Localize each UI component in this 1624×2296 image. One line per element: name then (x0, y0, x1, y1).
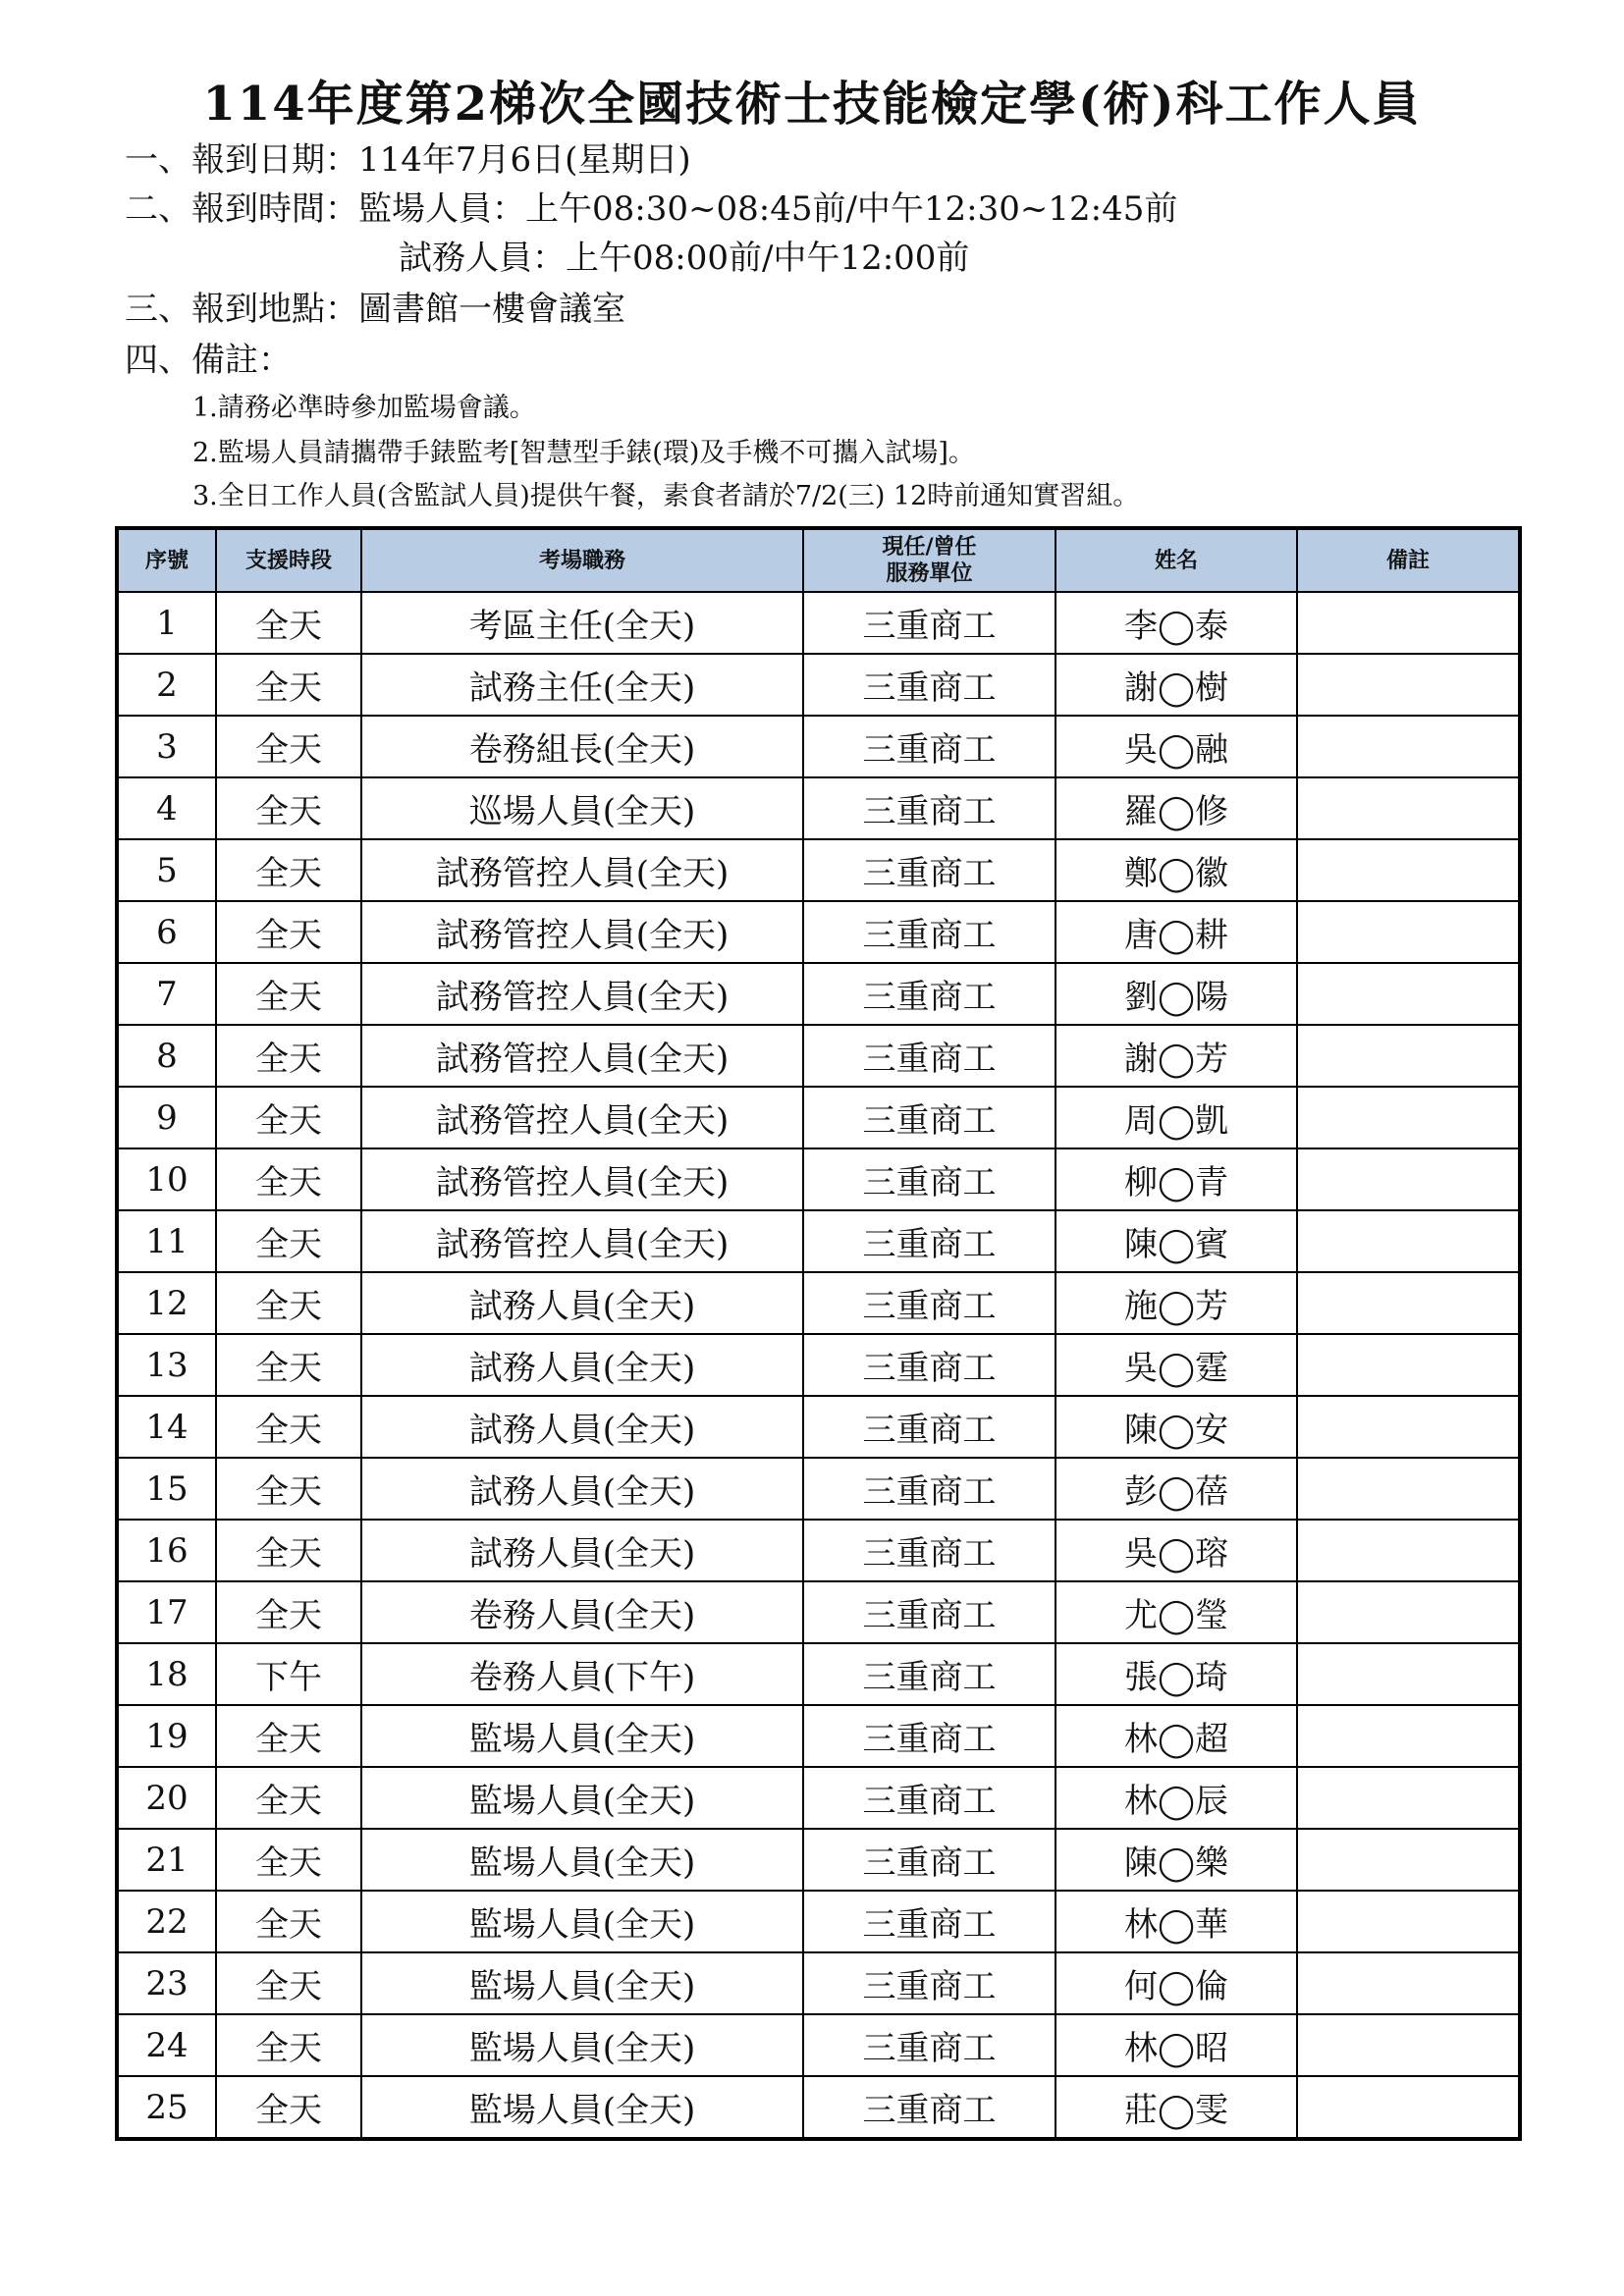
cell-seq: 21 (117, 1829, 216, 1891)
cell-seq: 10 (117, 1148, 216, 1210)
cell-period: 全天 (216, 2076, 361, 2139)
cell-unit: 三重商工 (803, 654, 1056, 716)
cell-period: 全天 (216, 1581, 361, 1643)
cell-remark (1297, 1891, 1520, 1952)
cell-seq: 22 (117, 1891, 216, 1952)
table-row (117, 1520, 1520, 1581)
cell-seq: 19 (117, 1705, 216, 1767)
cell-unit: 三重商工 (803, 1581, 1056, 1643)
cell-unit: 三重商工 (803, 1767, 1056, 1829)
cell-remark (1297, 1829, 1520, 1891)
cell-duty: 卷務人員(全天) (361, 1581, 803, 1643)
cell-duty: 監場人員(全天) (361, 1891, 803, 1952)
cell-duty: 試務人員(全天) (361, 1396, 803, 1458)
cell-duty: 試務管控人員(全天) (361, 1087, 803, 1148)
cell-remark (1297, 963, 1520, 1025)
cell-remark (1297, 716, 1520, 777)
cell-name: 林◯華 (1056, 1891, 1297, 1952)
cell-name: 吳◯融 (1056, 716, 1297, 777)
staff-table (115, 526, 1522, 2141)
cell-duty: 卷務組長(全天) (361, 716, 803, 777)
cell-unit: 三重商工 (803, 1458, 1056, 1520)
cell-period: 下午 (216, 1643, 361, 1705)
cell-seq: 15 (117, 1458, 216, 1520)
table-row (117, 1643, 1520, 1705)
cell-period: 全天 (216, 592, 361, 654)
report-date: 一、報到日期：114年7月6日(星期日) (125, 140, 691, 180)
cell-remark (1297, 901, 1520, 963)
cell-duty: 試務主任(全天) (361, 654, 803, 716)
cell-name: 陳◯樂 (1056, 1829, 1297, 1891)
header-name: 姓名 (1056, 528, 1297, 592)
header-period: 支援時段 (216, 528, 361, 592)
header-unit-line1: 現任/曾任 (882, 535, 977, 560)
cell-remark (1297, 654, 1520, 716)
cell-seq: 11 (117, 1210, 216, 1272)
cell-unit: 三重商工 (803, 1148, 1056, 1210)
table-row (117, 1458, 1520, 1520)
cell-period: 全天 (216, 777, 361, 839)
header-unit-line2: 服務單位 (886, 561, 973, 586)
cell-seq: 3 (117, 716, 216, 777)
cell-unit: 三重商工 (803, 1272, 1056, 1334)
table-row (117, 2076, 1520, 2139)
cell-name: 羅◯修 (1056, 777, 1297, 839)
cell-remark (1297, 2076, 1520, 2139)
cell-remark (1297, 1458, 1520, 1520)
table-row (117, 839, 1520, 901)
header-remark: 備註 (1297, 528, 1520, 592)
cell-unit: 三重商工 (803, 1087, 1056, 1148)
cell-period: 全天 (216, 1025, 361, 1087)
cell-remark (1297, 1396, 1520, 1458)
cell-period: 全天 (216, 1272, 361, 1334)
cell-unit: 三重商工 (803, 1891, 1056, 1952)
cell-period: 全天 (216, 1210, 361, 1272)
cell-name: 謝◯樹 (1056, 654, 1297, 716)
table-row (117, 1148, 1520, 1210)
cell-name: 莊◯雯 (1056, 2076, 1297, 2139)
cell-seq: 24 (117, 2014, 216, 2076)
cell-seq: 9 (117, 1087, 216, 1148)
cell-duty: 試務人員(全天) (361, 1458, 803, 1520)
cell-name: 劉◯陽 (1056, 963, 1297, 1025)
cell-unit: 三重商工 (803, 1705, 1056, 1767)
cell-period: 全天 (216, 839, 361, 901)
cell-period: 全天 (216, 1891, 361, 1952)
cell-name: 吳◯霆 (1056, 1334, 1297, 1396)
cell-seq: 23 (117, 1952, 216, 2014)
cell-name: 李◯泰 (1056, 592, 1297, 654)
cell-remark (1297, 1767, 1520, 1829)
table-row (117, 1952, 1520, 2014)
cell-duty: 試務管控人員(全天) (361, 963, 803, 1025)
cell-unit: 三重商工 (803, 1025, 1056, 1087)
cell-duty: 監場人員(全天) (361, 1829, 803, 1891)
cell-name: 林◯辰 (1056, 1767, 1297, 1829)
cell-duty: 試務管控人員(全天) (361, 901, 803, 963)
cell-period: 全天 (216, 1396, 361, 1458)
cell-name: 施◯芳 (1056, 1272, 1297, 1334)
cell-remark (1297, 1952, 1520, 2014)
cell-duty: 卷務人員(下午) (361, 1643, 803, 1705)
cell-duty: 試務管控人員(全天) (361, 1148, 803, 1210)
cell-period: 全天 (216, 716, 361, 777)
cell-period: 全天 (216, 901, 361, 963)
table-row (117, 1396, 1520, 1458)
cell-duty: 試務管控人員(全天) (361, 1210, 803, 1272)
cell-name: 彭◯蓓 (1056, 1458, 1297, 1520)
cell-remark (1297, 777, 1520, 839)
cell-duty: 巡場人員(全天) (361, 777, 803, 839)
cell-remark (1297, 1148, 1520, 1210)
cell-seq: 7 (117, 963, 216, 1025)
report-time-line1: 二、報到時間：監場人員：上午08:30~08:45前/中午12:30~12:45前 (125, 189, 1178, 229)
cell-duty: 監場人員(全天) (361, 2076, 803, 2139)
cell-period: 全天 (216, 654, 361, 716)
header-duty: 考場職務 (361, 528, 803, 592)
table-row (117, 777, 1520, 839)
table-row (117, 1891, 1520, 1952)
table-body (117, 592, 1520, 2139)
cell-period: 全天 (216, 1767, 361, 1829)
cell-name: 何◯倫 (1056, 1952, 1297, 2014)
cell-remark (1297, 592, 1520, 654)
cell-seq: 4 (117, 777, 216, 839)
cell-seq: 14 (117, 1396, 216, 1458)
cell-duty: 試務人員(全天) (361, 1520, 803, 1581)
table-row (117, 2014, 1520, 2076)
cell-unit: 三重商工 (803, 839, 1056, 901)
cell-remark (1297, 839, 1520, 901)
table-row (117, 654, 1520, 716)
cell-duty: 試務人員(全天) (361, 1272, 803, 1334)
cell-period: 全天 (216, 1148, 361, 1210)
cell-period: 全天 (216, 1334, 361, 1396)
cell-seq: 2 (117, 654, 216, 716)
cell-period: 全天 (216, 1829, 361, 1891)
cell-seq: 25 (117, 2076, 216, 2139)
table-row (117, 1272, 1520, 1334)
cell-name: 尤◯瑩 (1056, 1581, 1297, 1643)
cell-seq: 13 (117, 1334, 216, 1396)
cell-seq: 6 (117, 901, 216, 963)
table-row (117, 1334, 1520, 1396)
cell-remark (1297, 1087, 1520, 1148)
cell-duty: 試務管控人員(全天) (361, 1025, 803, 1087)
cell-remark (1297, 2014, 1520, 2076)
cell-unit: 三重商工 (803, 901, 1056, 963)
cell-name: 柳◯青 (1056, 1148, 1297, 1210)
table-row (117, 901, 1520, 963)
cell-remark (1297, 1334, 1520, 1396)
cell-duty: 監場人員(全天) (361, 1767, 803, 1829)
cell-period: 全天 (216, 2014, 361, 2076)
table-row (117, 1210, 1520, 1272)
cell-unit: 三重商工 (803, 2014, 1056, 2076)
cell-name: 吳◯瑢 (1056, 1520, 1297, 1581)
table-row (117, 963, 1520, 1025)
cell-period: 全天 (216, 1952, 361, 2014)
cell-unit: 三重商工 (803, 1520, 1056, 1581)
note-3: 3.全日工作人員(含監試人員)提供午餐，素食者請於7/2(三) 12時前通知實習組。 (192, 481, 1140, 511)
header-unit (803, 528, 1056, 592)
cell-duty: 監場人員(全天) (361, 1705, 803, 1767)
table-row (117, 592, 1520, 654)
cell-unit: 三重商工 (803, 1334, 1056, 1396)
cell-remark (1297, 1581, 1520, 1643)
cell-seq: 1 (117, 592, 216, 654)
cell-seq: 20 (117, 1767, 216, 1829)
cell-unit: 三重商工 (803, 1210, 1056, 1272)
cell-name: 林◯昭 (1056, 2014, 1297, 2076)
cell-remark (1297, 1210, 1520, 1272)
cell-unit: 三重商工 (803, 963, 1056, 1025)
cell-unit: 三重商工 (803, 1829, 1056, 1891)
cell-name: 陳◯賓 (1056, 1210, 1297, 1272)
cell-seq: 18 (117, 1643, 216, 1705)
header-seq: 序號 (117, 528, 216, 592)
cell-unit: 三重商工 (803, 2076, 1056, 2139)
table-row (117, 1829, 1520, 1891)
cell-unit: 三重商工 (803, 777, 1056, 839)
cell-duty: 考區主任(全天) (361, 592, 803, 654)
table-row (117, 1705, 1520, 1767)
table-row (117, 1087, 1520, 1148)
cell-remark (1297, 1520, 1520, 1581)
cell-name: 陳◯安 (1056, 1396, 1297, 1458)
cell-unit: 三重商工 (803, 1643, 1056, 1705)
note-1: 1.請務必準時參加監場會議。 (192, 393, 536, 423)
report-place: 三、報到地點：圖書館一樓會議室 (125, 290, 625, 329)
cell-unit: 三重商工 (803, 1952, 1056, 2014)
cell-duty: 監場人員(全天) (361, 2014, 803, 2076)
document-title: 114年度第2梯次全國技術士技能檢定學(術)科工作人員 (202, 77, 1422, 132)
cell-unit: 三重商工 (803, 1396, 1056, 1458)
table-row (117, 1581, 1520, 1643)
cell-duty: 試務人員(全天) (361, 1334, 803, 1396)
cell-unit: 三重商工 (803, 592, 1056, 654)
table-header-row (117, 528, 1520, 592)
table-row (117, 716, 1520, 777)
cell-remark (1297, 1025, 1520, 1087)
cell-period: 全天 (216, 963, 361, 1025)
note-2: 2.監場人員請攜帶手錶監考[智慧型手錶(環)及手機不可攜入試場]。 (192, 438, 975, 468)
cell-name: 謝◯芳 (1056, 1025, 1297, 1087)
cell-period: 全天 (216, 1087, 361, 1148)
cell-seq: 16 (117, 1520, 216, 1581)
cell-name: 鄭◯徽 (1056, 839, 1297, 901)
cell-period: 全天 (216, 1705, 361, 1767)
remarks-heading: 四、備註： (125, 341, 292, 380)
cell-period: 全天 (216, 1520, 361, 1581)
table-row (117, 1025, 1520, 1087)
table-row (117, 1767, 1520, 1829)
report-time-line2: 試務人員：上午08:00前/中午12:00前 (399, 239, 970, 278)
cell-seq: 8 (117, 1025, 216, 1087)
cell-seq: 17 (117, 1581, 216, 1643)
cell-name: 周◯凱 (1056, 1087, 1297, 1148)
cell-unit: 三重商工 (803, 716, 1056, 777)
cell-remark (1297, 1272, 1520, 1334)
cell-name: 唐◯耕 (1056, 901, 1297, 963)
cell-seq: 5 (117, 839, 216, 901)
cell-remark (1297, 1705, 1520, 1767)
cell-period: 全天 (216, 1458, 361, 1520)
cell-duty: 試務管控人員(全天) (361, 839, 803, 901)
cell-name: 張◯琦 (1056, 1643, 1297, 1705)
cell-duty: 監場人員(全天) (361, 1952, 803, 2014)
cell-seq: 12 (117, 1272, 216, 1334)
cell-name: 林◯超 (1056, 1705, 1297, 1767)
cell-remark (1297, 1643, 1520, 1705)
